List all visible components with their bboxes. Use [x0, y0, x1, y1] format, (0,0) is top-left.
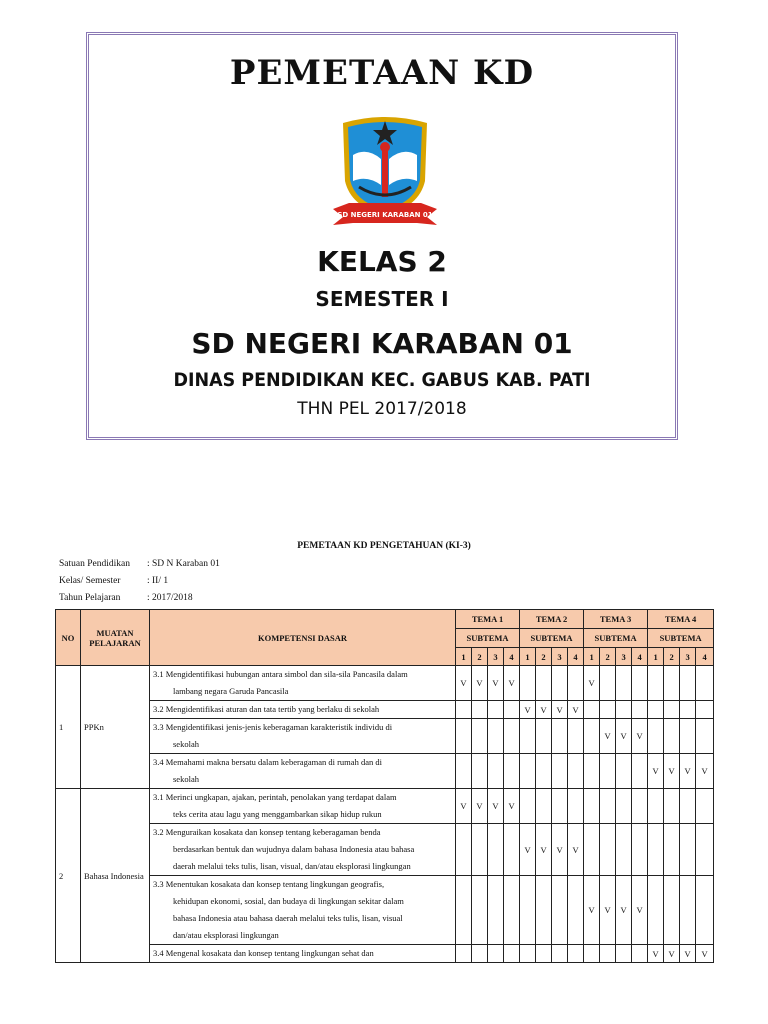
subtema-mark [472, 701, 488, 719]
subtema-mark: V [584, 666, 600, 701]
subtema-mark [696, 701, 714, 719]
table-row [56, 719, 714, 754]
header-subtema-number: 1 [648, 648, 664, 666]
kompetensi-dasar [150, 824, 456, 876]
subtema-mark: V [696, 945, 714, 963]
subtema-mark: V [520, 701, 536, 719]
meta-label: Kelas/ Semester [59, 576, 121, 586]
subtema-mark [456, 754, 472, 789]
subtema-mark [680, 876, 696, 945]
subtema-mark [456, 876, 472, 945]
meta-row-tahun [59, 593, 193, 603]
subtema-mark [552, 666, 568, 701]
kompetensi-dasar [150, 945, 456, 963]
header-tema-2: TEMA 2 [520, 610, 584, 629]
subtema-mark [664, 824, 680, 876]
header-subtema: SUBTEMA [648, 629, 714, 648]
subtema-mark: V [600, 876, 616, 945]
subtema-mark [664, 789, 680, 824]
subtema-mark [472, 945, 488, 963]
header-subtema-number: 2 [664, 648, 680, 666]
header-subtema: SUBTEMA [520, 629, 584, 648]
subtema-mark [600, 789, 616, 824]
subtema-mark [504, 719, 520, 754]
kd-line: sekolah [173, 739, 199, 749]
muatan-pelajaran: Bahasa Indonesia [81, 789, 150, 963]
subtema-mark [520, 719, 536, 754]
header-muatan: MUATAN PELAJARAN [81, 610, 150, 666]
subtema-mark [664, 666, 680, 701]
subtema-mark: V [632, 719, 648, 754]
subtema-mark [648, 719, 664, 754]
subtema-mark [568, 754, 584, 789]
subtema-mark [648, 701, 664, 719]
subtema-mark [696, 666, 714, 701]
subtema-mark [696, 876, 714, 945]
svg-text:SD NEGERI KARABAN 01: SD NEGERI KARABAN 01 [337, 211, 433, 219]
subtema-mark: V [680, 754, 696, 789]
subtema-mark [552, 945, 568, 963]
subtema-mark [648, 789, 664, 824]
subtema-mark [680, 666, 696, 701]
meta-label: Tahun Pelajaran [59, 593, 121, 603]
header-kd: KOMPETENSI DASAR [150, 610, 456, 666]
subtema-mark [536, 789, 552, 824]
subtema-mark [552, 789, 568, 824]
subtema-mark: V [552, 824, 568, 876]
subtema-mark: V [584, 876, 600, 945]
subtema-mark [600, 666, 616, 701]
subtema-mark: V [472, 666, 488, 701]
subtema-mark [536, 876, 552, 945]
subtema-mark [520, 876, 536, 945]
table-row [56, 754, 714, 789]
subtema-mark [680, 824, 696, 876]
subtema-mark [488, 876, 504, 945]
subtema-mark: V [696, 754, 714, 789]
subtema-mark [488, 719, 504, 754]
subtema-mark [648, 824, 664, 876]
row-number: 2 [56, 789, 81, 963]
kd-mapping-table [55, 609, 714, 963]
table-row [56, 701, 714, 719]
meta-value: : SD N Karaban 01 [147, 559, 220, 569]
subtema-mark [488, 824, 504, 876]
subtema-mark: V [456, 789, 472, 824]
subtema-mark [472, 824, 488, 876]
subtema-mark: V [552, 701, 568, 719]
subtema-mark [536, 754, 552, 789]
subtema-mark [536, 666, 552, 701]
header-subtema-number: 4 [696, 648, 714, 666]
subtema-mark [520, 945, 536, 963]
subtema-mark [488, 945, 504, 963]
semester-heading: SEMESTER I [315, 287, 449, 311]
table-row [56, 876, 714, 945]
subtema-mark [648, 666, 664, 701]
subtema-mark: V [680, 945, 696, 963]
subtema-mark [456, 701, 472, 719]
header-subtema: SUBTEMA [584, 629, 648, 648]
kd-line: daerah melalui teks tulis, lisan, visual, dan/atau eksplorasi lingkungan [173, 861, 411, 871]
subtema-mark [616, 701, 632, 719]
kd-line: berdasarkan bentuk dan wujudnya dalam bahasa Indonesia atau bahasa [173, 844, 415, 854]
kompetensi-dasar [150, 754, 456, 789]
subtema-mark [584, 824, 600, 876]
subtema-mark [584, 754, 600, 789]
kd-line: 3.3 Menentukan kosakata dan konsep tentang lingkungan geografis, [153, 879, 385, 889]
subtema-mark: V [504, 666, 520, 701]
header-subtema-number: 3 [488, 648, 504, 666]
subtema-mark: V [520, 824, 536, 876]
subtema-mark [504, 945, 520, 963]
subtema-mark [504, 824, 520, 876]
meta-value: : 2017/2018 [147, 593, 193, 603]
subtema-mark [664, 719, 680, 754]
subtema-mark [584, 719, 600, 754]
header-subtema-number: 4 [504, 648, 520, 666]
header-subtema-number: 2 [536, 648, 552, 666]
subtema-mark [600, 824, 616, 876]
kd-line: teks cerita atau lagu yang menggambarkan sikap hidup rukun [173, 809, 382, 819]
subtema-mark: V [472, 789, 488, 824]
kd-line: 3.2 Mengidentifikasi aturan dan tata tertib yang berlaku di sekolah [153, 704, 380, 714]
subtema-mark [632, 789, 648, 824]
subtema-mark [504, 701, 520, 719]
cover-title: PEMETAAN KD [229, 53, 535, 93]
subtema-mark [696, 824, 714, 876]
meta-value: : II/ 1 [147, 576, 169, 586]
subtema-mark: V [488, 666, 504, 701]
subtema-mark [648, 876, 664, 945]
subtema-mark [568, 789, 584, 824]
school-name: SD NEGERI KARABAN 01 [191, 327, 573, 360]
kelas-heading: KELAS 2 [317, 245, 447, 278]
kd-line: kehidupan ekonomi, sosial, dan budaya di lingkungan sekitar dalam [173, 896, 404, 906]
kd-line: 3.2 Menguraikan kosakata dan konsep tentang keberagaman benda [153, 827, 381, 837]
header-subtema-number: 3 [680, 648, 696, 666]
subtema-mark: V [504, 789, 520, 824]
subtema-mark [680, 701, 696, 719]
subtema-mark: V [648, 754, 664, 789]
subtema-mark [664, 701, 680, 719]
school-emblem-icon [329, 111, 441, 233]
kd-line: 3.4 Memahami makna bersatu dalam keberagaman di rumah dan di [153, 757, 382, 767]
tahun-line: THN PEL 2017/2018 [297, 399, 467, 419]
table-row [56, 666, 714, 701]
subtema-mark [520, 754, 536, 789]
subtema-mark [552, 719, 568, 754]
subtema-mark [536, 945, 552, 963]
subtema-mark [680, 789, 696, 824]
subtema-mark [632, 666, 648, 701]
kd-line: 3.3 Mengidentifikasi jenis-jenis keberagaman karakteristik individu di [153, 722, 393, 732]
subtema-mark [536, 719, 552, 754]
subtema-mark [616, 945, 632, 963]
subtema-mark: V [664, 945, 680, 963]
subtema-mark [568, 666, 584, 701]
header-no: NO [56, 610, 81, 666]
kd-line: lambang negara Garuda Pancasila [173, 686, 289, 696]
kompetensi-dasar [150, 701, 456, 719]
subtema-mark: V [568, 824, 584, 876]
dinas-line: DINAS PENDIDIKAN KEC. GABUS KAB. PATI [173, 369, 591, 391]
meta-label: Satuan Pendidikan [59, 559, 130, 569]
kompetensi-dasar [150, 666, 456, 701]
table-row [56, 824, 714, 876]
subtema-mark [632, 701, 648, 719]
kd-line: dan/atau eksplorasi lingkungan [173, 930, 279, 940]
subtema-mark [616, 789, 632, 824]
header-tema-1: TEMA 1 [456, 610, 520, 629]
subtema-mark [456, 719, 472, 754]
subtema-mark [616, 666, 632, 701]
subtema-mark: V [568, 701, 584, 719]
subtema-mark [488, 754, 504, 789]
subtema-mark [664, 876, 680, 945]
header-subtema-number: 4 [632, 648, 648, 666]
kompetensi-dasar [150, 719, 456, 754]
kd-line: 3.1 Mengidentifikasi hubungan antara simbol dan sila-sila Pancasila dalam [153, 669, 408, 679]
subtema-mark [568, 876, 584, 945]
header-subtema: SUBTEMA [456, 629, 520, 648]
header-subtema-number: 2 [600, 648, 616, 666]
header-subtema-number: 3 [552, 648, 568, 666]
subtema-mark [520, 789, 536, 824]
kd-line: bahasa Indonesia atau bahasa daerah melalui teks tulis, lisan, visual [173, 913, 403, 923]
subtema-mark [600, 754, 616, 789]
document-title: PEMETAAN KD PENGETAHUAN (KI-3) [297, 541, 471, 551]
subtema-mark: V [632, 876, 648, 945]
header-subtema-number: 4 [568, 648, 584, 666]
subtema-mark [520, 666, 536, 701]
subtema-mark [488, 701, 504, 719]
subtema-mark [584, 945, 600, 963]
subtema-mark [584, 701, 600, 719]
muatan-pelajaran: PPKn [81, 666, 150, 789]
subtema-mark [632, 824, 648, 876]
subtema-mark: V [488, 789, 504, 824]
kd-line: 3.4 Mengenal kosakata dan konsep tentang lingkungan sehat dan [153, 948, 374, 958]
row-number: 1 [56, 666, 81, 789]
header-subtema-number: 2 [472, 648, 488, 666]
subtema-mark [504, 754, 520, 789]
meta-row-kelas [59, 576, 168, 586]
subtema-mark [600, 701, 616, 719]
subtema-mark [504, 876, 520, 945]
subtema-mark [696, 789, 714, 824]
subtema-mark: V [616, 876, 632, 945]
subtema-mark [472, 754, 488, 789]
kd-line: 3.1 Merinci ungkapan, ajakan, perintah, penolakan yang terdapat dalam [153, 792, 397, 802]
subtema-mark: V [536, 701, 552, 719]
subtema-mark [568, 719, 584, 754]
kompetensi-dasar [150, 876, 456, 945]
table-row [56, 789, 714, 824]
header-tema-3: TEMA 3 [584, 610, 648, 629]
meta-row-satuan [59, 559, 220, 569]
subtema-mark [456, 824, 472, 876]
subtema-mark [584, 789, 600, 824]
subtema-mark [456, 945, 472, 963]
subtema-mark [632, 754, 648, 789]
subtema-mark [632, 945, 648, 963]
subtema-mark [600, 945, 616, 963]
subtema-mark: V [616, 719, 632, 754]
header-subtema-number: 3 [616, 648, 632, 666]
subtema-mark: V [600, 719, 616, 754]
cover-box [86, 32, 678, 440]
header-subtema-number: 1 [456, 648, 472, 666]
subtema-mark [472, 876, 488, 945]
header-tema-4: TEMA 4 [648, 610, 714, 629]
subtema-mark: V [664, 754, 680, 789]
kompetensi-dasar [150, 789, 456, 824]
subtema-mark [552, 876, 568, 945]
subtema-mark [696, 719, 714, 754]
subtema-mark [616, 754, 632, 789]
header-subtema-number: 1 [520, 648, 536, 666]
subtema-mark: V [456, 666, 472, 701]
table-row [56, 945, 714, 963]
subtema-mark [680, 719, 696, 754]
subtema-mark [568, 945, 584, 963]
subtema-mark [552, 754, 568, 789]
subtema-mark: V [536, 824, 552, 876]
subtema-mark [616, 824, 632, 876]
subtema-mark: V [648, 945, 664, 963]
header-subtema-number: 1 [584, 648, 600, 666]
subtema-mark [472, 719, 488, 754]
kd-line: sekolah [173, 774, 199, 784]
